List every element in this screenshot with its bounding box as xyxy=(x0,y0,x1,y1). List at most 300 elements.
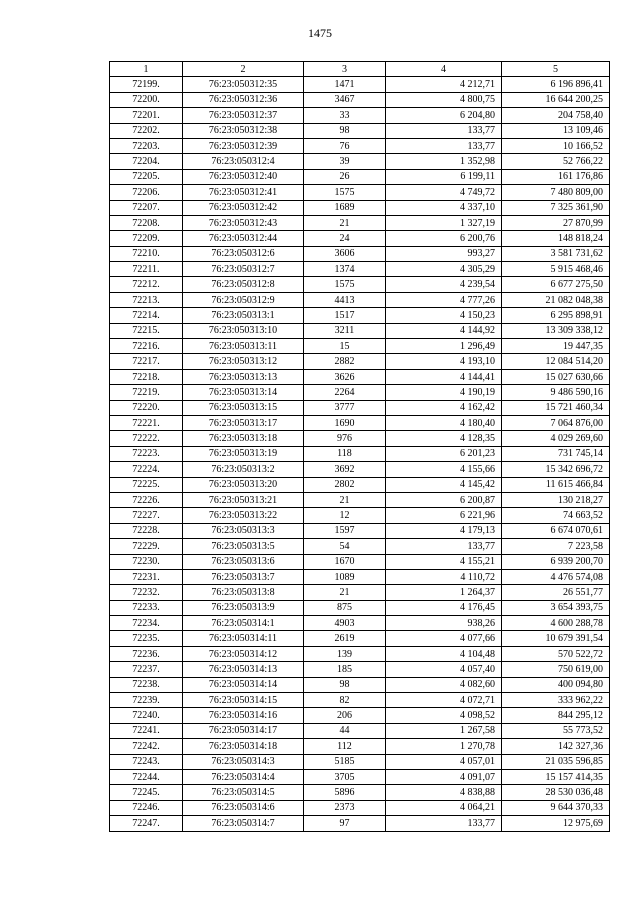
table-row xyxy=(110,292,610,307)
value-cell: 6 196 896,41 xyxy=(502,77,610,92)
table-row xyxy=(110,323,610,338)
value-cell: 74 663,52 xyxy=(502,508,610,523)
area-cell: 26 xyxy=(304,169,386,184)
table-row xyxy=(110,169,610,184)
value-cell: 15 027 630,66 xyxy=(502,369,610,384)
cadastral-number-cell: 76:23:050314:6 xyxy=(183,800,304,815)
value-cell: 19 447,35 xyxy=(502,339,610,354)
value-cell: 11 615 466,84 xyxy=(502,477,610,492)
rate-cell: 4 144,92 xyxy=(386,323,502,338)
cadastral-number-cell: 76:23:050313:19 xyxy=(183,446,304,461)
cadastral-number-cell: 76:23:050314:11 xyxy=(183,631,304,646)
row-number-cell: 72209. xyxy=(110,231,183,246)
value-cell: 21 082 048,38 xyxy=(502,292,610,307)
cadastral-number-cell: 76:23:050312:35 xyxy=(183,77,304,92)
table-row xyxy=(110,446,610,461)
table-row xyxy=(110,339,610,354)
row-number-cell: 72222. xyxy=(110,431,183,446)
value-cell: 15 342 696,72 xyxy=(502,462,610,477)
area-cell: 2619 xyxy=(304,631,386,646)
table-row xyxy=(110,739,610,754)
row-number-cell: 72235. xyxy=(110,631,183,646)
area-cell: 1517 xyxy=(304,308,386,323)
cadastral-number-cell: 76:23:050312:40 xyxy=(183,169,304,184)
area-cell: 15 xyxy=(304,339,386,354)
value-cell: 6 295 898,91 xyxy=(502,308,610,323)
rate-cell: 4 098,52 xyxy=(386,708,502,723)
rate-cell: 6 204,80 xyxy=(386,108,502,123)
table-row xyxy=(110,631,610,646)
table-row xyxy=(110,138,610,153)
area-cell: 76 xyxy=(304,138,386,153)
rate-cell: 4 144,41 xyxy=(386,369,502,384)
value-cell: 148 818,24 xyxy=(502,231,610,246)
row-number-cell: 72234. xyxy=(110,616,183,631)
row-number-cell: 72202. xyxy=(110,123,183,138)
column-header: 3 xyxy=(304,62,386,77)
value-cell: 6 674 070,61 xyxy=(502,523,610,538)
rate-cell: 1 327,19 xyxy=(386,215,502,230)
cadastral-number-cell: 76:23:050313:11 xyxy=(183,339,304,354)
cadastral-number-cell: 76:23:050313:17 xyxy=(183,415,304,430)
cadastral-number-cell: 76:23:050314:14 xyxy=(183,677,304,692)
value-cell: 12 084 514,20 xyxy=(502,354,610,369)
table-row xyxy=(110,369,610,384)
area-cell: 3692 xyxy=(304,462,386,477)
row-number-cell: 72204. xyxy=(110,154,183,169)
rate-cell: 4 155,21 xyxy=(386,554,502,569)
value-cell: 27 870,99 xyxy=(502,215,610,230)
rate-cell: 4 337,10 xyxy=(386,200,502,215)
cadastral-number-cell: 76:23:050312:7 xyxy=(183,262,304,277)
area-cell: 3626 xyxy=(304,369,386,384)
value-cell: 26 551,77 xyxy=(502,585,610,600)
row-number-cell: 72216. xyxy=(110,339,183,354)
value-cell: 15 721 460,34 xyxy=(502,400,610,415)
value-cell: 204 758,40 xyxy=(502,108,610,123)
table-row xyxy=(110,400,610,415)
rate-cell: 4 057,01 xyxy=(386,754,502,769)
value-cell: 9 486 590,16 xyxy=(502,385,610,400)
rate-cell: 4 838,88 xyxy=(386,785,502,800)
cadastral-number-cell: 76:23:050313:7 xyxy=(183,569,304,584)
rate-cell: 4 180,40 xyxy=(386,415,502,430)
area-cell: 1670 xyxy=(304,554,386,569)
value-cell: 13 309 338,12 xyxy=(502,323,610,338)
area-cell: 1690 xyxy=(304,415,386,430)
cadastral-number-cell: 76:23:050314:16 xyxy=(183,708,304,723)
value-cell: 28 530 036,48 xyxy=(502,785,610,800)
area-cell: 3467 xyxy=(304,92,386,107)
value-cell: 161 176,86 xyxy=(502,169,610,184)
area-cell: 44 xyxy=(304,723,386,738)
table-row xyxy=(110,415,610,430)
data-table xyxy=(109,61,610,832)
value-cell: 570 522,72 xyxy=(502,646,610,661)
area-cell: 98 xyxy=(304,123,386,138)
rate-cell: 4 176,45 xyxy=(386,600,502,615)
column-header: 1 xyxy=(110,62,183,77)
table-row xyxy=(110,308,610,323)
table-row xyxy=(110,200,610,215)
area-cell: 1471 xyxy=(304,77,386,92)
area-cell: 21 xyxy=(304,585,386,600)
table-row xyxy=(110,769,610,784)
row-number-cell: 72210. xyxy=(110,246,183,261)
cadastral-number-cell: 76:23:050313:13 xyxy=(183,369,304,384)
row-number-cell: 72212. xyxy=(110,277,183,292)
cadastral-number-cell: 76:23:050312:41 xyxy=(183,185,304,200)
column-header: 4 xyxy=(386,62,502,77)
table-row xyxy=(110,508,610,523)
rate-cell: 4 777,26 xyxy=(386,292,502,307)
table-row xyxy=(110,77,610,92)
area-cell: 976 xyxy=(304,431,386,446)
rate-cell: 133,77 xyxy=(386,539,502,554)
cadastral-number-cell: 76:23:050314:1 xyxy=(183,616,304,631)
table-row xyxy=(110,477,610,492)
area-cell: 4413 xyxy=(304,292,386,307)
value-cell: 13 109,46 xyxy=(502,123,610,138)
value-cell: 16 644 200,25 xyxy=(502,92,610,107)
page-number: 1475 xyxy=(308,26,332,40)
header-row xyxy=(110,62,610,77)
row-number-cell: 72226. xyxy=(110,492,183,507)
row-number-cell: 72199. xyxy=(110,77,183,92)
table-row xyxy=(110,569,610,584)
value-cell: 9 644 370,33 xyxy=(502,800,610,815)
rate-cell: 1 296,49 xyxy=(386,339,502,354)
area-cell: 21 xyxy=(304,215,386,230)
value-cell: 55 773,52 xyxy=(502,723,610,738)
row-number-cell: 72244. xyxy=(110,769,183,784)
area-cell: 54 xyxy=(304,539,386,554)
area-cell: 2264 xyxy=(304,385,386,400)
value-cell: 5 915 468,46 xyxy=(502,262,610,277)
row-number-cell: 72211. xyxy=(110,262,183,277)
rate-cell: 6 201,23 xyxy=(386,446,502,461)
table-row xyxy=(110,154,610,169)
row-number-cell: 72237. xyxy=(110,662,183,677)
row-number-cell: 72205. xyxy=(110,169,183,184)
area-cell: 2882 xyxy=(304,354,386,369)
rate-cell: 4 082,60 xyxy=(386,677,502,692)
rate-cell: 133,77 xyxy=(386,138,502,153)
row-number-cell: 72214. xyxy=(110,308,183,323)
cadastral-number-cell: 76:23:050312:38 xyxy=(183,123,304,138)
cadastral-number-cell: 76:23:050313:15 xyxy=(183,400,304,415)
area-cell: 2373 xyxy=(304,800,386,815)
column-header: 5 xyxy=(502,62,610,77)
row-number-cell: 72239. xyxy=(110,693,183,708)
table-row xyxy=(110,215,610,230)
row-number-cell: 72213. xyxy=(110,292,183,307)
area-cell: 3211 xyxy=(304,323,386,338)
rate-cell: 1 264,37 xyxy=(386,585,502,600)
table-row xyxy=(110,800,610,815)
area-cell: 1575 xyxy=(304,185,386,200)
table-row xyxy=(110,616,610,631)
table-row xyxy=(110,816,610,831)
rate-cell: 938,26 xyxy=(386,616,502,631)
area-cell: 33 xyxy=(304,108,386,123)
rate-cell: 4 179,13 xyxy=(386,523,502,538)
cadastral-number-cell: 76:23:050312:4 xyxy=(183,154,304,169)
rate-cell: 4 145,42 xyxy=(386,477,502,492)
area-cell: 1689 xyxy=(304,200,386,215)
cadastral-number-cell: 76:23:050313:18 xyxy=(183,431,304,446)
cadastral-number-cell: 76:23:050314:15 xyxy=(183,693,304,708)
cadastral-number-cell: 76:23:050313:14 xyxy=(183,385,304,400)
table-row xyxy=(110,385,610,400)
table-row xyxy=(110,262,610,277)
cadastral-number-cell: 76:23:050314:13 xyxy=(183,662,304,677)
value-cell: 731 745,14 xyxy=(502,446,610,461)
row-number-cell: 72215. xyxy=(110,323,183,338)
area-cell: 206 xyxy=(304,708,386,723)
row-number-cell: 72224. xyxy=(110,462,183,477)
area-cell: 5896 xyxy=(304,785,386,800)
rate-cell: 4 064,21 xyxy=(386,800,502,815)
row-number-cell: 72236. xyxy=(110,646,183,661)
table-row xyxy=(110,585,610,600)
rate-cell: 4 193,10 xyxy=(386,354,502,369)
cadastral-number-cell: 76:23:050312:37 xyxy=(183,108,304,123)
table-row xyxy=(110,277,610,292)
rate-cell: 1 270,78 xyxy=(386,739,502,754)
rate-cell: 4 162,42 xyxy=(386,400,502,415)
table-row xyxy=(110,354,610,369)
rate-cell: 6 199,11 xyxy=(386,169,502,184)
rate-cell: 6 200,76 xyxy=(386,231,502,246)
rate-cell: 4 110,72 xyxy=(386,569,502,584)
cadastral-number-cell: 76:23:050314:18 xyxy=(183,739,304,754)
row-number-cell: 72243. xyxy=(110,754,183,769)
rate-cell: 4 091,07 xyxy=(386,769,502,784)
table-row xyxy=(110,185,610,200)
table-row xyxy=(110,646,610,661)
value-cell: 130 218,27 xyxy=(502,492,610,507)
cadastral-number-cell: 76:23:050312:44 xyxy=(183,231,304,246)
area-cell: 2802 xyxy=(304,477,386,492)
table-row xyxy=(110,754,610,769)
cadastral-number-cell: 76:23:050313:2 xyxy=(183,462,304,477)
table-row xyxy=(110,708,610,723)
table-row xyxy=(110,677,610,692)
value-cell: 7 325 361,90 xyxy=(502,200,610,215)
table-row xyxy=(110,92,610,107)
area-cell: 118 xyxy=(304,446,386,461)
rate-cell: 133,77 xyxy=(386,123,502,138)
cadastral-number-cell: 76:23:050312:39 xyxy=(183,138,304,153)
cadastral-number-cell: 76:23:050313:12 xyxy=(183,354,304,369)
rate-cell: 4 104,48 xyxy=(386,646,502,661)
cadastral-number-cell: 76:23:050314:17 xyxy=(183,723,304,738)
table-row xyxy=(110,492,610,507)
value-cell: 6 939 200,70 xyxy=(502,554,610,569)
row-number-cell: 72221. xyxy=(110,415,183,430)
cadastral-number-cell: 76:23:050314:5 xyxy=(183,785,304,800)
table-row xyxy=(110,462,610,477)
value-cell: 7 223,58 xyxy=(502,539,610,554)
cadastral-number-cell: 76:23:050313:6 xyxy=(183,554,304,569)
area-cell: 3606 xyxy=(304,246,386,261)
value-cell: 750 619,00 xyxy=(502,662,610,677)
table-body xyxy=(110,77,610,831)
area-cell: 12 xyxy=(304,508,386,523)
value-cell: 6 677 275,50 xyxy=(502,277,610,292)
cadastral-number-cell: 76:23:050313:20 xyxy=(183,477,304,492)
cadastral-number-cell: 76:23:050312:36 xyxy=(183,92,304,107)
column-header: 2 xyxy=(183,62,304,77)
row-number-cell: 72242. xyxy=(110,739,183,754)
area-cell: 1575 xyxy=(304,277,386,292)
row-number-cell: 72207. xyxy=(110,200,183,215)
row-number-cell: 72238. xyxy=(110,677,183,692)
table-row xyxy=(110,123,610,138)
cadastral-number-cell: 76:23:050312:43 xyxy=(183,215,304,230)
value-cell: 7 480 809,00 xyxy=(502,185,610,200)
table-row xyxy=(110,600,610,615)
area-cell: 82 xyxy=(304,693,386,708)
row-number-cell: 72220. xyxy=(110,400,183,415)
table-row xyxy=(110,662,610,677)
rate-cell: 133,77 xyxy=(386,816,502,831)
row-number-cell: 72218. xyxy=(110,369,183,384)
cadastral-number-cell: 76:23:050312:9 xyxy=(183,292,304,307)
row-number-cell: 72241. xyxy=(110,723,183,738)
row-number-cell: 72230. xyxy=(110,554,183,569)
cadastral-number-cell: 76:23:050314:4 xyxy=(183,769,304,784)
value-cell: 400 094,80 xyxy=(502,677,610,692)
rate-cell: 4 072,71 xyxy=(386,693,502,708)
row-number-cell: 72206. xyxy=(110,185,183,200)
value-cell: 10 679 391,54 xyxy=(502,631,610,646)
rate-cell: 4 150,23 xyxy=(386,308,502,323)
area-cell: 24 xyxy=(304,231,386,246)
row-number-cell: 72247. xyxy=(110,816,183,831)
cadastral-number-cell: 76:23:050313:1 xyxy=(183,308,304,323)
row-number-cell: 72219. xyxy=(110,385,183,400)
row-number-cell: 72232. xyxy=(110,585,183,600)
cadastral-number-cell: 76:23:050312:8 xyxy=(183,277,304,292)
row-number-cell: 72225. xyxy=(110,477,183,492)
area-cell: 185 xyxy=(304,662,386,677)
row-number-cell: 72217. xyxy=(110,354,183,369)
area-cell: 875 xyxy=(304,600,386,615)
table-row xyxy=(110,246,610,261)
cadastral-number-cell: 76:23:050314:7 xyxy=(183,816,304,831)
area-cell: 112 xyxy=(304,739,386,754)
table-row xyxy=(110,231,610,246)
value-cell: 4 600 288,78 xyxy=(502,616,610,631)
cadastral-number-cell: 76:23:050314:12 xyxy=(183,646,304,661)
value-cell: 4 476 574,08 xyxy=(502,569,610,584)
table-row xyxy=(110,693,610,708)
rate-cell: 4 190,19 xyxy=(386,385,502,400)
table-row xyxy=(110,785,610,800)
value-cell: 52 766,22 xyxy=(502,154,610,169)
cadastral-number-cell: 76:23:050312:42 xyxy=(183,200,304,215)
cadastral-number-cell: 76:23:050312:6 xyxy=(183,246,304,261)
area-cell: 21 xyxy=(304,492,386,507)
cadastral-number-cell: 76:23:050313:5 xyxy=(183,539,304,554)
rate-cell: 4 749,72 xyxy=(386,185,502,200)
value-cell: 3 654 393,75 xyxy=(502,600,610,615)
cadastral-number-cell: 76:23:050313:3 xyxy=(183,523,304,538)
rate-cell: 4 212,71 xyxy=(386,77,502,92)
area-cell: 98 xyxy=(304,677,386,692)
value-cell: 3 581 731,62 xyxy=(502,246,610,261)
value-cell: 12 975,69 xyxy=(502,816,610,831)
rate-cell: 4 305,29 xyxy=(386,262,502,277)
row-number-cell: 72223. xyxy=(110,446,183,461)
rate-cell: 4 057,40 xyxy=(386,662,502,677)
rate-cell: 4 128,35 xyxy=(386,431,502,446)
value-cell: 4 029 269,60 xyxy=(502,431,610,446)
value-cell: 21 035 596,85 xyxy=(502,754,610,769)
row-number-cell: 72233. xyxy=(110,600,183,615)
row-number-cell: 72245. xyxy=(110,785,183,800)
cadastral-number-cell: 76:23:050313:9 xyxy=(183,600,304,615)
area-cell: 1597 xyxy=(304,523,386,538)
table-row xyxy=(110,554,610,569)
cadastral-number-cell: 76:23:050313:8 xyxy=(183,585,304,600)
rate-cell: 4 077,66 xyxy=(386,631,502,646)
area-cell: 5185 xyxy=(304,754,386,769)
value-cell: 844 295,12 xyxy=(502,708,610,723)
row-number-cell: 72203. xyxy=(110,138,183,153)
rate-cell: 4 155,66 xyxy=(386,462,502,477)
table-row xyxy=(110,431,610,446)
row-number-cell: 72201. xyxy=(110,108,183,123)
table-row xyxy=(110,539,610,554)
value-cell: 142 327,36 xyxy=(502,739,610,754)
area-cell: 3777 xyxy=(304,400,386,415)
rate-cell: 4 800,75 xyxy=(386,92,502,107)
rate-cell: 1 352,98 xyxy=(386,154,502,169)
row-number-cell: 72240. xyxy=(110,708,183,723)
cadastral-number-cell: 76:23:050313:10 xyxy=(183,323,304,338)
rate-cell: 1 267,58 xyxy=(386,723,502,738)
cadastral-number-cell: 76:23:050313:21 xyxy=(183,492,304,507)
table-row xyxy=(110,108,610,123)
cadastral-number-cell: 76:23:050313:22 xyxy=(183,508,304,523)
area-cell: 3705 xyxy=(304,769,386,784)
cadastral-number-cell: 76:23:050314:3 xyxy=(183,754,304,769)
table-row xyxy=(110,723,610,738)
area-cell: 1089 xyxy=(304,569,386,584)
row-number-cell: 72200. xyxy=(110,92,183,107)
area-cell: 1374 xyxy=(304,262,386,277)
row-number-cell: 72227. xyxy=(110,508,183,523)
area-cell: 139 xyxy=(304,646,386,661)
value-cell: 333 962,22 xyxy=(502,693,610,708)
area-cell: 4903 xyxy=(304,616,386,631)
row-number-cell: 72229. xyxy=(110,539,183,554)
rate-cell: 4 239,54 xyxy=(386,277,502,292)
row-number-cell: 72231. xyxy=(110,569,183,584)
area-cell: 39 xyxy=(304,154,386,169)
row-number-cell: 72208. xyxy=(110,215,183,230)
row-number-cell: 72228. xyxy=(110,523,183,538)
rate-cell: 993,27 xyxy=(386,246,502,261)
value-cell: 15 157 414,35 xyxy=(502,769,610,784)
rate-cell: 6 200,87 xyxy=(386,492,502,507)
rate-cell: 6 221,96 xyxy=(386,508,502,523)
value-cell: 7 064 876,00 xyxy=(502,415,610,430)
value-cell: 10 166,52 xyxy=(502,138,610,153)
